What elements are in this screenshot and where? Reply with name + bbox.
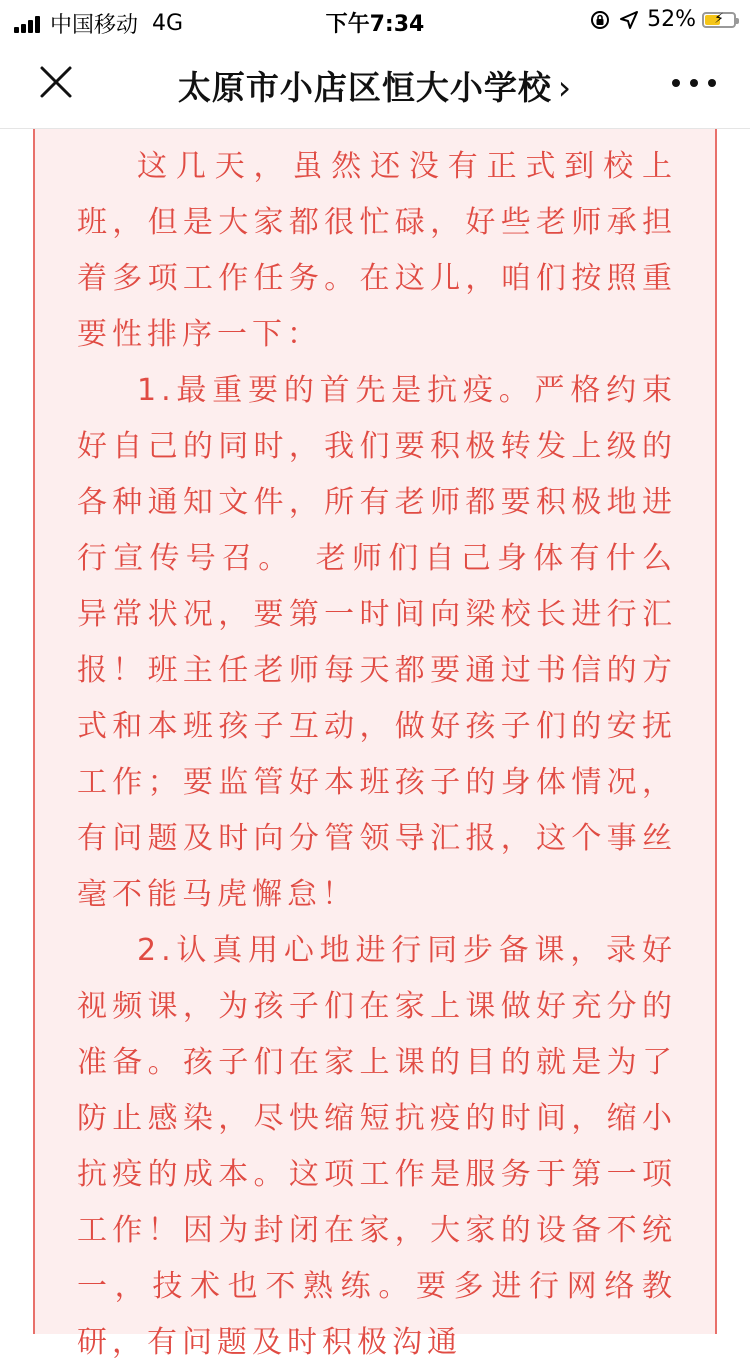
- battery-charging-icon: [702, 12, 736, 28]
- article-body: [77, 139, 677, 1371]
- orientation-lock-icon: [589, 9, 611, 31]
- network-type: 4G: [152, 11, 184, 36]
- more-dots-icon[interactable]: [672, 68, 716, 98]
- status-time: 下午7:34: [325, 12, 425, 37]
- status-right: [589, 7, 736, 32]
- chevron-right-icon: ›: [557, 68, 573, 107]
- carrier-name: 中国移动: [50, 13, 139, 38]
- article-paragraph: 2.认真用心地进行同步备课，录好视频课，为孩子们在家上课做好充分的准备。孩子们在家上课的目的就是为了防止感染，尽快缩短抗疫的时间，缩小抗疫的成本。这项工作是服务于第一项工作！因为封闭在家，大家的设备不统一，技术也不熟练。要多进行网络教研，有问题及时积极沟通: [77, 933, 677, 1360]
- location-arrow-icon: [619, 10, 639, 30]
- article-frame: [33, 129, 717, 1360]
- status-bar: [0, 0, 750, 40]
- nav-bar: [0, 40, 750, 129]
- battery-percent: 52%: [647, 7, 696, 32]
- page-title: 太原市小店区恒大小学校: [177, 68, 552, 107]
- account-title-link[interactable]: [0, 62, 750, 109]
- article-paragraph: 这几天，虽然还没有正式到校上班，但是大家都很忙碌，好些老师承担着多项工作任务。在这儿，咱们按照重要性排序一下：: [77, 149, 677, 352]
- article-paragraph: 1.最重要的首先是抗疫。严格约束好自己的同时，我们要积极转发上级的各种通知文件，所有老师都要积极地进行宣传号召。 老师们自己身体有什么异常状况，要第一时间向梁校长进行汇报！班主任老师每天都要通过书信的方式和本班孩子互动，做好孩子们的安抚工作；要监管好本班孩子的身体情况，有问题及时向分管领导汇报，这个事丝毫不能马虎懈怠！: [77, 373, 677, 912]
- charging-bolt-icon: ⚡: [714, 10, 724, 27]
